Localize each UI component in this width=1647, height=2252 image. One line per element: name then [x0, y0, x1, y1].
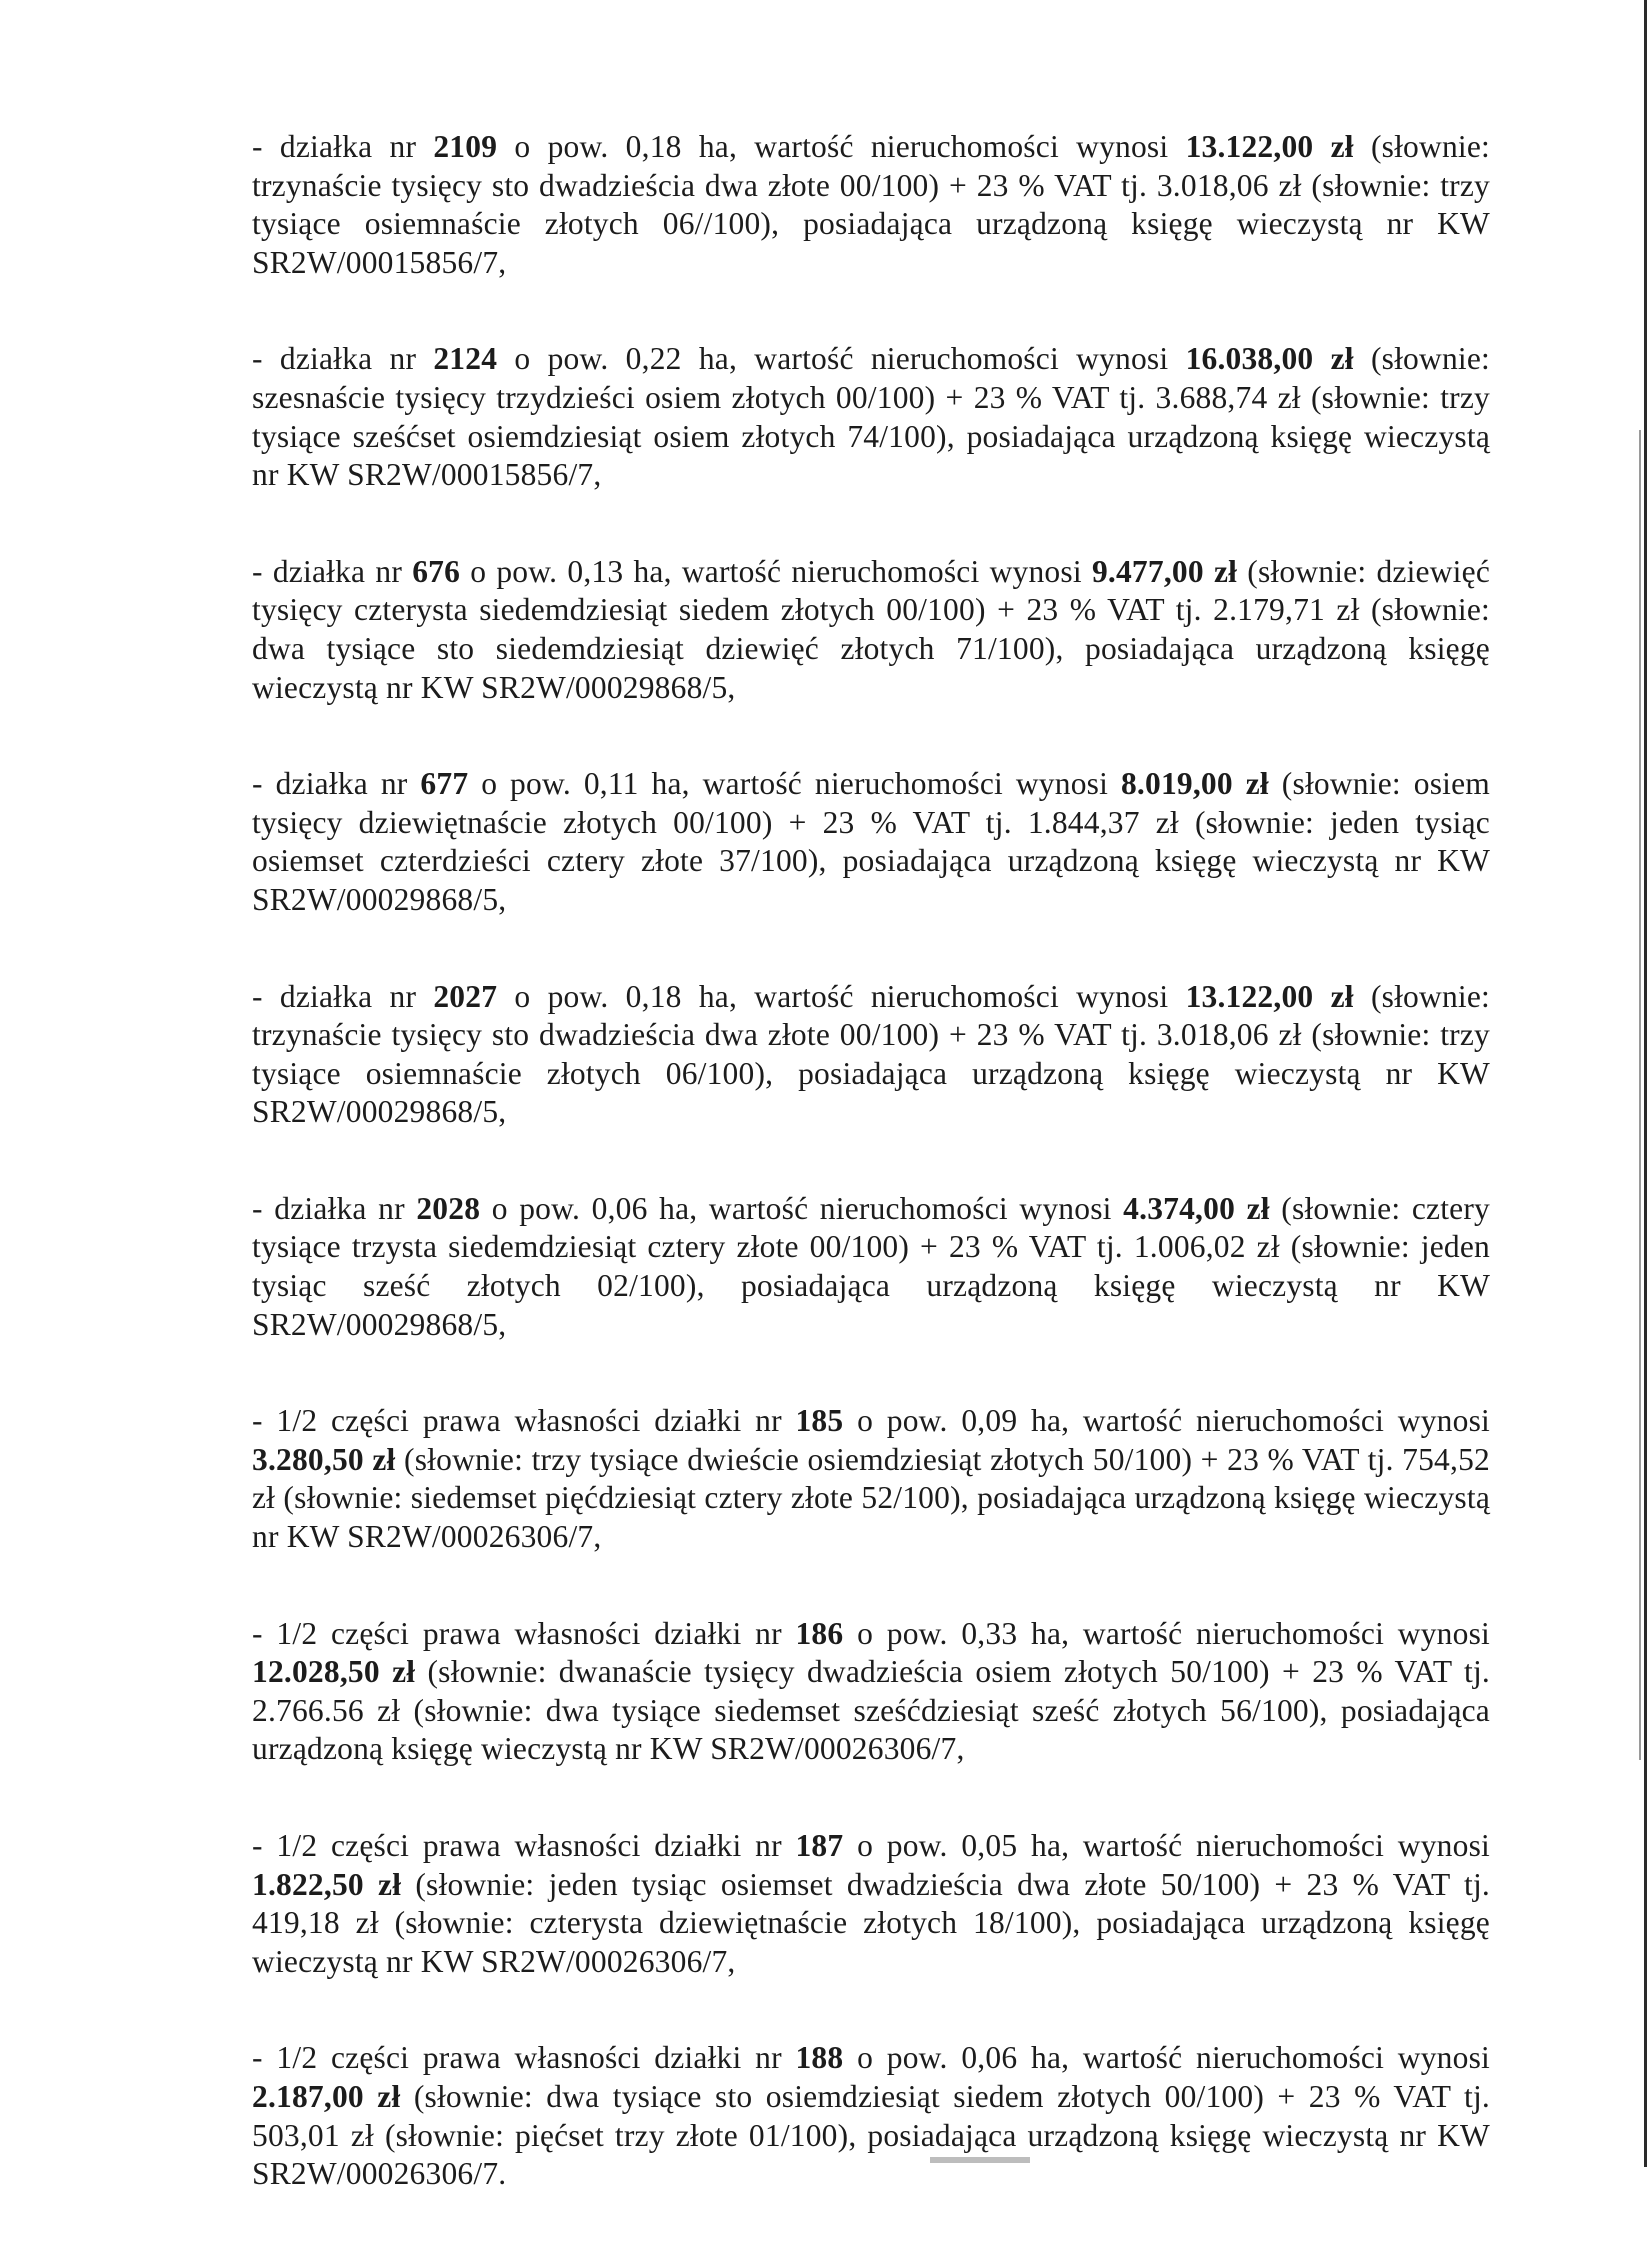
entry-prefix: - 1/2 części prawa własności działki nr	[252, 1615, 796, 1651]
plot-entry-676	[252, 553, 1490, 707]
entry-area-text: o pow. 0,13 ha, wartość nieruchomości wynosi	[460, 553, 1092, 589]
plot-number: 677	[420, 766, 469, 802]
entry-area-text: o pow. 0,05 ha, wartość nieruchomości wynosi	[843, 1828, 1490, 1863]
entry-area-text: o pow. 0,18 ha, wartość nieruchomości wynosi	[497, 978, 1186, 1014]
entry-area-text: o pow. 0,09 ha, wartość nieruchomości wynosi	[843, 1403, 1490, 1439]
property-value: 3.280,50 zł	[252, 1441, 396, 1477]
plot-entry-186	[252, 1615, 1490, 1769]
plot-number: 188	[795, 2040, 844, 2076]
plot-entry-185	[252, 1402, 1490, 1556]
entry-details: (słownie: osiem tysięcy dziewiętnaście złotych 00/100) + 23 % VAT tj. 1.844,37 zł (słownie: jeden tysiąc osiemset czterdzieści cztery złote 37/100), posiadająca urządzoną księgę wieczystą nr KW SR2W/00029868/5,	[252, 766, 1490, 917]
plot-number: 2124	[433, 341, 498, 377]
entry-details: (słownie: dwa tysiące sto osiemdziesiąt siedem złotych 00/100) + 23 % VAT tj. 503,01 zł (słownie: pięćset trzy złote 01/100), posiadająca urządzoną księgę wieczystą nr KW SR2W/00026306/7.	[252, 2078, 1491, 2192]
entry-area-text: o pow. 0,33 ha, wartość nieruchomości wynosi	[843, 1615, 1490, 1651]
plot-entry-2124	[252, 340, 1490, 494]
property-value: 13.122,00 zł	[1185, 129, 1354, 164]
entry-prefix: - działka nr	[252, 766, 421, 802]
plot-number: 185	[795, 1403, 844, 1439]
entry-details: (słownie: trzynaście tysięcy sto dwadzieścia dwa złote 00/100) + 23 % VAT tj. 3.018,06 zł (słownie: trzy tysiące osiemnaście złotych 06/100), posiadająca urządzoną księgę wieczystą nr KW SR2W/00029868/5,	[252, 978, 1490, 1130]
property-value: 16.038,00 zł	[1185, 341, 1354, 377]
entry-area-text: o pow. 0,22 ha, wartość nieruchomości wynosi	[497, 341, 1186, 377]
entry-details: (słownie: dwanaście tysięcy dwadzieścia osiem złotych 50/100) + 23 % VAT tj. 2.766.56 zł (słownie: dwa tysiące siedemset sześćdziesiąt sześć złotych 56/100), posiadająca urządzoną księgę wieczystą nr KW SR2W/00026306/7,	[252, 1654, 1490, 1767]
plot-number: 187	[795, 1828, 844, 1863]
plot-number: 186	[795, 1615, 844, 1651]
property-value: 2.187,00 zł	[252, 2078, 401, 2114]
entry-prefix: - działka nr	[252, 341, 434, 377]
plot-entry-187	[252, 1827, 1490, 1981]
plot-number: 2109	[433, 129, 498, 164]
property-value: 13.122,00 zł	[1185, 978, 1354, 1014]
entry-prefix: - działka nr	[252, 1190, 417, 1226]
entry-area-text: o pow. 0,11 ha, wartość nieruchomości wynosi	[468, 766, 1121, 802]
plot-entry-188	[252, 2039, 1490, 2193]
plot-entry-2027	[252, 978, 1490, 1132]
property-value: 12.028,50 zł	[252, 1654, 416, 1690]
property-value: 9.477,00 zł	[1091, 553, 1238, 589]
entry-details: (słownie: jeden tysiąc osiemset dwadzieścia dwa złote 50/100) + 23 % VAT tj. 419,18 zł (słownie: czterysta dziewiętnaście złotych 18/100), posiadająca urządzoną księgę wieczystą nr KW SR2W/00026306/7,	[252, 1866, 1491, 1979]
scan-artifact-mark	[930, 2157, 1030, 2163]
document-body	[252, 128, 1490, 2252]
entry-area-text: o pow. 0,18 ha, wartość nieruchomości wynosi	[497, 129, 1186, 164]
plot-number: 2027	[433, 978, 498, 1014]
plot-entry-2109	[252, 128, 1490, 282]
entry-details: (słownie: trzy tysiące dwieście osiemdziesiąt złotych 50/100) + 23 % VAT tj. 754,52 zł (słownie: siedemset pięćdziesiąt cztery złote 52/100), posiadająca urządzoną księgę wieczystą nr KW SR2W/00026306/7,	[252, 1441, 1490, 1555]
entry-prefix: - 1/2 części prawa własności działki nr	[252, 1828, 796, 1863]
entry-area-text: o pow. 0,06 ha, wartość nieruchomości wynosi	[480, 1190, 1124, 1226]
entry-details: (słownie: szesnaście tysięcy trzydzieści osiem złotych 00/100) + 23 % VAT tj. 3.688,74 zł (słownie: trzy tysiące sześćset osiemdziesiąt osiem złotych 74/100), posiadająca urządzoną księgę wieczystą nr KW SR2W/00015856/7,	[252, 341, 1490, 493]
property-value: 8.019,00 zł	[1120, 766, 1269, 802]
entry-prefix: - działka nr	[252, 553, 413, 589]
entry-prefix: - 1/2 części prawa własności działki nr	[252, 1403, 796, 1439]
property-value: 4.374,00 zł	[1123, 1190, 1270, 1226]
entry-prefix: - działka nr	[252, 129, 434, 164]
entry-details: (słownie: dziewięć tysięcy czterysta siedemdziesiąt siedem złotych 00/100) + 23 % VAT tj. 2.179,71 zł (słownie: dwa tysiące sto siedemdziesiąt dziewięć złotych 71/100), posiadająca urządzoną księgę wieczystą nr KW SR2W/00029868/5,	[252, 553, 1490, 705]
entry-prefix: - 1/2 części prawa własności działki nr	[252, 2040, 796, 2076]
plot-number: 676	[412, 553, 461, 589]
entry-details: (słownie: trzynaście tysięcy sto dwadzieścia dwa złote 00/100) + 23 % VAT tj. 3.018,06 zł (słownie: trzy tysiące osiemnaście złotych 06//100), posiadająca urządzoną księgę wieczystą nr KW SR2W/00015856/7,	[252, 129, 1490, 280]
property-value: 1.822,50 zł	[252, 1866, 402, 1902]
entry-details: (słownie: cztery tysiące trzysta siedemdziesiąt cztery złote 00/100) + 23 % VAT tj. 1.006,02 zł (słownie: jeden tysiąc sześć złotych 02/100), posiadająca urządzoną księgę wieczystą nr KW SR2W/00029868/5,	[252, 1190, 1490, 1342]
entry-prefix: - działka nr	[252, 978, 434, 1014]
plot-entry-2028	[252, 1190, 1490, 1344]
plot-entry-677	[252, 765, 1490, 919]
entry-area-text: o pow. 0,06 ha, wartość nieruchomości wynosi	[843, 2040, 1490, 2076]
plot-number: 2028	[416, 1190, 481, 1226]
scan-shadow-line	[1639, 430, 1641, 1760]
